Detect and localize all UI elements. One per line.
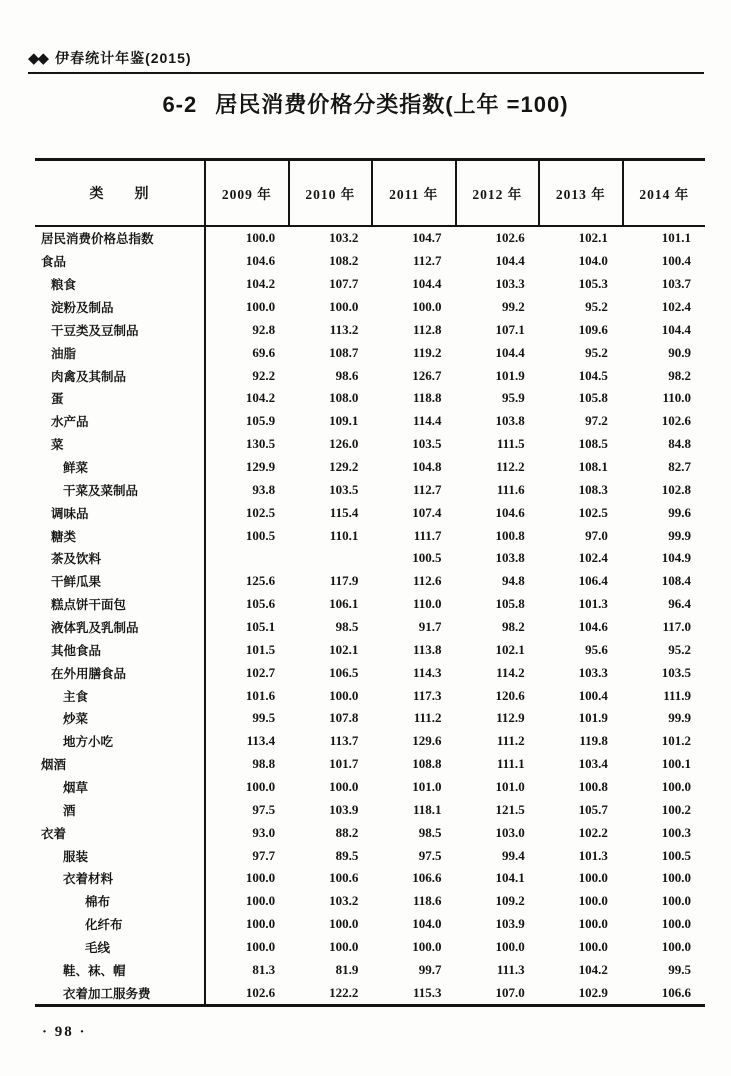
cell-value: 104.5 <box>578 367 608 383</box>
table-row <box>35 410 705 433</box>
cell-value: 103.2 <box>329 893 359 909</box>
cell-value: 115.3 <box>412 984 442 1000</box>
cell-value: 104.7 <box>412 230 442 246</box>
cell-value: 99.6 <box>668 504 692 520</box>
table-row <box>35 616 705 639</box>
cell-value: 93.0 <box>252 824 276 840</box>
row-label: 烟酒 <box>35 753 206 776</box>
table-row <box>35 844 705 867</box>
cell-value: 108.3 <box>578 481 608 497</box>
cell-value: 100.0 <box>412 939 442 955</box>
row-label: 干豆类及豆制品 <box>35 318 206 341</box>
row-label: 菜 <box>35 433 206 456</box>
cell-value: 117.0 <box>662 619 692 635</box>
cell-value: 95.9 <box>501 390 525 406</box>
cell-value: 110.0 <box>412 596 442 612</box>
cell-value: 100.4 <box>661 253 692 269</box>
cell-value: 104.4 <box>495 253 525 269</box>
cell-value: 101.7 <box>329 756 359 772</box>
cell-value: 88.2 <box>335 824 359 840</box>
cell-value: 112.7 <box>412 253 442 269</box>
column-header-year: 2011 年 <box>373 161 457 225</box>
table-row <box>35 341 705 364</box>
cell-value: 126.7 <box>412 367 442 383</box>
table-header-row <box>35 161 705 227</box>
cell-value: 101.2 <box>661 733 692 749</box>
row-label: 酒 <box>35 798 206 821</box>
cell-value: 95.2 <box>585 344 608 360</box>
cell-value: 114.3 <box>412 664 442 680</box>
cell-value: 112.6 <box>412 573 442 589</box>
cell-value: 114.4 <box>412 413 442 429</box>
cell-value: 111.9 <box>663 687 692 703</box>
cell-value: 100.5 <box>661 847 692 863</box>
cell-value: 104.1 <box>495 870 525 886</box>
row-label: 液体乳及乳制品 <box>35 616 206 639</box>
table-row <box>35 936 705 959</box>
cell-value: 98.8 <box>252 756 276 772</box>
cell-value: 108.5 <box>578 436 608 452</box>
cell-value: 111.6 <box>496 481 525 497</box>
cell-value: 100.4 <box>578 687 608 703</box>
cell-value: 106.6 <box>661 984 692 1000</box>
table-row <box>35 547 705 570</box>
cell-value: 111.5 <box>496 436 525 452</box>
cell-value: 100.0 <box>578 893 608 909</box>
price-index-table <box>35 158 705 1007</box>
cell-value: 108.7 <box>329 344 359 360</box>
cell-value: 100.0 <box>661 870 692 886</box>
cell-value: 98.2 <box>668 367 692 383</box>
row-label: 鲜菜 <box>35 456 206 479</box>
cell-value: 102.2 <box>578 824 608 840</box>
cell-value: 100.0 <box>245 230 276 246</box>
table-row <box>35 798 705 821</box>
row-label: 粮食 <box>35 273 206 296</box>
cell-value: 113.7 <box>329 733 359 749</box>
cell-value: 99.5 <box>668 961 692 977</box>
cell-value: 105.8 <box>578 390 608 406</box>
cell-value: 96.4 <box>668 596 692 612</box>
table-row <box>35 433 705 456</box>
cell-value: 122.2 <box>329 984 359 1000</box>
cell-value: 113.8 <box>412 641 442 657</box>
row-label: 化纤布 <box>35 913 206 936</box>
cell-value: 89.5 <box>335 847 359 863</box>
row-label: 鞋、袜、帽 <box>35 959 206 982</box>
cell-value: 100.0 <box>412 299 442 314</box>
column-header-year: 2009 年 <box>206 161 290 225</box>
cell-value: 104.6 <box>245 253 276 269</box>
cell-value: 104.4 <box>661 321 692 337</box>
cell-value: 102.4 <box>661 299 692 314</box>
cell-value: 100.0 <box>578 939 608 955</box>
table-row <box>35 318 705 341</box>
cell-value: 129.9 <box>245 459 276 475</box>
row-label: 调味品 <box>35 501 206 524</box>
cell-value: 100.0 <box>661 779 692 795</box>
table-row <box>35 890 705 913</box>
cell-value: 100.0 <box>329 779 359 795</box>
row-label: 棉布 <box>35 890 206 913</box>
cell-value: 98.5 <box>335 619 359 635</box>
table-row <box>35 296 705 319</box>
cell-value: 108.4 <box>661 573 692 589</box>
cell-value: 93.8 <box>252 481 276 497</box>
table-row <box>35 867 705 890</box>
cell-value: 100.5 <box>412 550 442 566</box>
cell-value: 69.6 <box>252 344 276 360</box>
column-header-year: 2013 年 <box>540 161 624 225</box>
cell-value: 107.7 <box>329 276 359 292</box>
table-row <box>35 524 705 547</box>
cell-value: 97.7 <box>252 847 276 863</box>
row-label: 炒菜 <box>35 707 206 730</box>
cell-value: 104.2 <box>578 961 608 977</box>
cell-value: 100.0 <box>329 687 359 703</box>
row-label: 水产品 <box>35 410 206 433</box>
cell-value: 111.3 <box>496 961 525 977</box>
cell-value: 107.8 <box>329 710 359 726</box>
cell-value: 97.5 <box>252 801 276 817</box>
cell-value: 94.8 <box>501 573 525 589</box>
cell-value: 103.8 <box>495 550 525 566</box>
cell-value: 117.9 <box>329 573 359 589</box>
cell-value: 99.5 <box>252 710 276 726</box>
table-row <box>35 776 705 799</box>
cell-value: 106.1 <box>329 596 359 612</box>
cell-value: 102.6 <box>661 413 692 429</box>
table-row <box>35 456 705 479</box>
cell-value: 109.6 <box>578 321 608 337</box>
cell-value: 108.2 <box>329 253 359 269</box>
cell-value: 105.7 <box>578 801 608 817</box>
row-label: 在外用膳食品 <box>35 661 206 684</box>
cell-value: 100.0 <box>245 870 276 886</box>
cell-value: 102.7 <box>245 664 276 680</box>
table-row <box>35 981 705 1004</box>
cell-value: 107.4 <box>412 504 442 520</box>
header-rule <box>28 72 704 74</box>
cell-value: 109.2 <box>495 893 525 909</box>
cell-value: 100.0 <box>661 893 692 909</box>
cell-value: 112.9 <box>496 710 525 726</box>
cell-value: 119.8 <box>579 733 608 749</box>
cell-value: 105.6 <box>245 596 276 612</box>
cell-value: 104.8 <box>412 459 442 475</box>
cell-value: 104.6 <box>495 504 525 520</box>
cell-value: 104.4 <box>412 276 442 292</box>
cell-value: 120.6 <box>495 687 525 703</box>
cell-value: 103.9 <box>495 916 525 932</box>
cell-value: 90.9 <box>668 344 692 360</box>
cell-value: 100.0 <box>329 939 359 955</box>
cell-value: 110.0 <box>662 390 692 406</box>
table-row <box>35 570 705 593</box>
row-label: 衣着加工服务费 <box>35 981 206 1004</box>
row-label: 衣着 <box>35 821 206 844</box>
cell-value: 112.8 <box>412 321 442 337</box>
cell-value: 115.4 <box>329 504 359 520</box>
cell-value: 100.0 <box>329 916 359 932</box>
cell-value: 101.5 <box>245 641 276 657</box>
cell-value: 129.2 <box>329 459 359 475</box>
cell-value: 99.9 <box>668 710 692 726</box>
cell-value: 130.5 <box>245 436 276 452</box>
cell-value: 98.5 <box>418 824 442 840</box>
cell-value: 103.8 <box>495 413 525 429</box>
row-label: 糖类 <box>35 524 206 547</box>
cell-value: 98.2 <box>501 619 525 635</box>
cell-value: 100.0 <box>245 939 276 955</box>
cell-value: 102.4 <box>578 550 608 566</box>
cell-value: 100.0 <box>661 916 692 932</box>
cell-value: 109.1 <box>329 413 359 429</box>
cell-value: 125.6 <box>245 573 276 589</box>
cell-value: 102.6 <box>245 984 276 1000</box>
cell-value: 100.0 <box>661 939 692 955</box>
cell-value: 111.1 <box>496 756 525 772</box>
cell-value: 104.0 <box>578 253 608 269</box>
cell-value: 102.1 <box>495 641 525 657</box>
table-title-text: 居民消费价格分类指数(上年 =100) <box>215 92 569 117</box>
page-number: · 98 · <box>42 1024 87 1040</box>
table-row <box>35 730 705 753</box>
cell-value: 114.2 <box>496 664 525 680</box>
cell-value: 81.3 <box>252 961 276 977</box>
cell-value: 100.0 <box>245 893 276 909</box>
cell-value: 108.8 <box>412 756 442 772</box>
cell-value: 106.6 <box>412 870 442 886</box>
cell-value: 104.6 <box>578 619 608 635</box>
row-label: 干鲜瓜果 <box>35 570 206 593</box>
cell-value: 102.8 <box>661 481 692 497</box>
cell-value: 102.9 <box>578 984 608 1000</box>
row-label: 服装 <box>35 844 206 867</box>
cell-value: 103.3 <box>578 664 608 680</box>
cell-value: 100.2 <box>661 801 692 817</box>
cell-value: 118.1 <box>412 801 442 817</box>
cell-value: 100.0 <box>578 870 608 886</box>
row-label: 地方小吃 <box>35 730 206 753</box>
cell-value: 110.1 <box>329 527 359 543</box>
cell-value: 100.0 <box>329 299 359 314</box>
row-label: 居民消费价格总指数 <box>35 227 206 250</box>
cell-value: 118.6 <box>412 893 442 909</box>
cell-value: 103.0 <box>495 824 525 840</box>
cell-value: 108.0 <box>329 390 359 406</box>
cell-value: 100.6 <box>329 870 359 886</box>
table-body <box>35 227 705 1004</box>
book-title: 伊春统计年鉴(2015) <box>55 50 192 66</box>
table-row <box>35 478 705 501</box>
cell-value: 101.3 <box>578 847 608 863</box>
cell-value: 101.3 <box>578 596 608 612</box>
cell-value: 98.6 <box>335 367 359 383</box>
row-label: 肉禽及其制品 <box>35 364 206 387</box>
cell-value: 92.2 <box>252 367 276 383</box>
cell-value: 102.5 <box>578 504 608 520</box>
cell-value: 105.1 <box>245 619 276 635</box>
cell-value: 95.6 <box>585 641 608 657</box>
cell-value: 101.0 <box>495 779 525 795</box>
diamond-icon: ◆◆ <box>28 50 48 67</box>
cell-value: 97.2 <box>585 413 608 429</box>
column-header-year: 2014 年 <box>639 187 690 202</box>
cell-value: 103.3 <box>495 276 525 292</box>
cell-value: 102.1 <box>578 230 608 246</box>
table-row <box>35 501 705 524</box>
page-title <box>0 88 731 119</box>
cell-value: 112.7 <box>412 481 442 497</box>
cell-value: 108.1 <box>578 459 608 475</box>
row-label: 淀粉及制品 <box>35 296 206 319</box>
cell-value: 103.5 <box>661 664 692 680</box>
cell-value: 99.7 <box>418 961 442 977</box>
cell-value: 99.2 <box>501 299 525 314</box>
table-row <box>35 959 705 982</box>
cell-value: 119.2 <box>412 344 442 360</box>
cell-value: 104.4 <box>495 344 525 360</box>
table-row <box>35 227 705 250</box>
cell-value: 107.1 <box>495 321 525 337</box>
row-label: 衣着材料 <box>35 867 206 890</box>
cell-value: 113.2 <box>329 321 359 337</box>
cell-value: 100.5 <box>245 527 276 543</box>
table-row <box>35 364 705 387</box>
cell-value: 129.6 <box>412 733 442 749</box>
cell-value: 81.9 <box>335 961 359 977</box>
cell-value: 104.2 <box>245 390 276 406</box>
cell-value: 100.8 <box>495 527 525 543</box>
row-label: 主食 <box>35 684 206 707</box>
table-row <box>35 684 705 707</box>
cell-value: 101.0 <box>412 779 442 795</box>
cell-value: 105.8 <box>495 596 525 612</box>
row-label: 其他食品 <box>35 638 206 661</box>
table-row <box>35 638 705 661</box>
table-row <box>35 707 705 730</box>
cell-value: 82.7 <box>668 459 692 475</box>
cell-value: 100.0 <box>245 779 276 795</box>
cell-value: 104.2 <box>245 276 276 292</box>
cell-value: 101.9 <box>578 710 608 726</box>
cell-value: 112.2 <box>496 459 525 475</box>
cell-value: 100.0 <box>495 939 525 955</box>
cell-value: 97.5 <box>418 847 442 863</box>
cell-value: 121.5 <box>495 801 525 817</box>
cell-value: 103.5 <box>329 481 359 497</box>
cell-value: 102.5 <box>245 504 276 520</box>
row-label: 干菜及菜制品 <box>35 478 206 501</box>
table-row <box>35 593 705 616</box>
cell-value: 106.4 <box>578 573 608 589</box>
table-number: 6-2 <box>162 92 198 117</box>
table-row <box>35 753 705 776</box>
cell-value: 118.8 <box>412 390 442 406</box>
cell-value: 101.6 <box>245 687 276 703</box>
cell-value: 102.6 <box>495 230 525 246</box>
cell-value: 103.5 <box>412 436 442 452</box>
cell-value: 100.0 <box>578 916 608 932</box>
cell-value: 101.9 <box>495 367 525 383</box>
cell-value: 95.2 <box>585 299 608 314</box>
row-label: 茶及饮料 <box>35 547 206 570</box>
cell-value: 105.9 <box>245 413 276 429</box>
cell-value: 104.0 <box>412 916 442 932</box>
row-label: 油脂 <box>35 341 206 364</box>
cell-value: 103.4 <box>578 756 608 772</box>
cell-value: 99.4 <box>501 847 525 863</box>
cell-value: 103.2 <box>329 230 359 246</box>
cell-value: 91.7 <box>418 619 442 635</box>
cell-value: 97.0 <box>585 527 608 543</box>
cell-value: 104.9 <box>661 550 692 566</box>
running-head <box>28 48 704 68</box>
table-row <box>35 661 705 684</box>
cell-value: 100.3 <box>661 824 692 840</box>
cell-value: 113.4 <box>246 733 276 749</box>
cell-value: 95.2 <box>668 641 692 657</box>
cell-value: 99.9 <box>668 527 692 543</box>
cell-value: 111.2 <box>413 710 442 726</box>
row-label: 毛线 <box>35 936 206 959</box>
cell-value: 100.0 <box>245 916 276 932</box>
table-row <box>35 273 705 296</box>
table-row <box>35 250 705 273</box>
table-row <box>35 821 705 844</box>
cell-value: 100.0 <box>245 299 276 314</box>
row-label: 蛋 <box>35 387 206 410</box>
cell-value: 111.2 <box>496 733 525 749</box>
table-row <box>35 913 705 936</box>
cell-value: 92.8 <box>252 321 276 337</box>
cell-value: 102.1 <box>329 641 359 657</box>
cell-value: 117.3 <box>412 687 442 703</box>
cell-value: 105.3 <box>578 276 608 292</box>
cell-value: 101.1 <box>661 230 692 246</box>
cell-value: 100.1 <box>661 756 692 772</box>
column-header-year: 2012 年 <box>457 161 541 225</box>
column-header-category: 类 别 <box>35 161 206 225</box>
cell-value: 111.7 <box>413 527 442 543</box>
cell-value: 103.7 <box>661 276 692 292</box>
table-row <box>35 387 705 410</box>
cell-value: 100.8 <box>578 779 608 795</box>
column-header-year: 2010 年 <box>290 161 374 225</box>
cell-value: 107.0 <box>495 984 525 1000</box>
cell-value: 126.0 <box>329 436 359 452</box>
cell-value: 106.5 <box>329 664 359 680</box>
row-label: 食品 <box>35 250 206 273</box>
cell-value: 84.8 <box>668 436 692 452</box>
row-label: 烟草 <box>35 776 206 799</box>
row-label: 糕点饼干面包 <box>35 593 206 616</box>
cell-value: 103.9 <box>329 801 359 817</box>
